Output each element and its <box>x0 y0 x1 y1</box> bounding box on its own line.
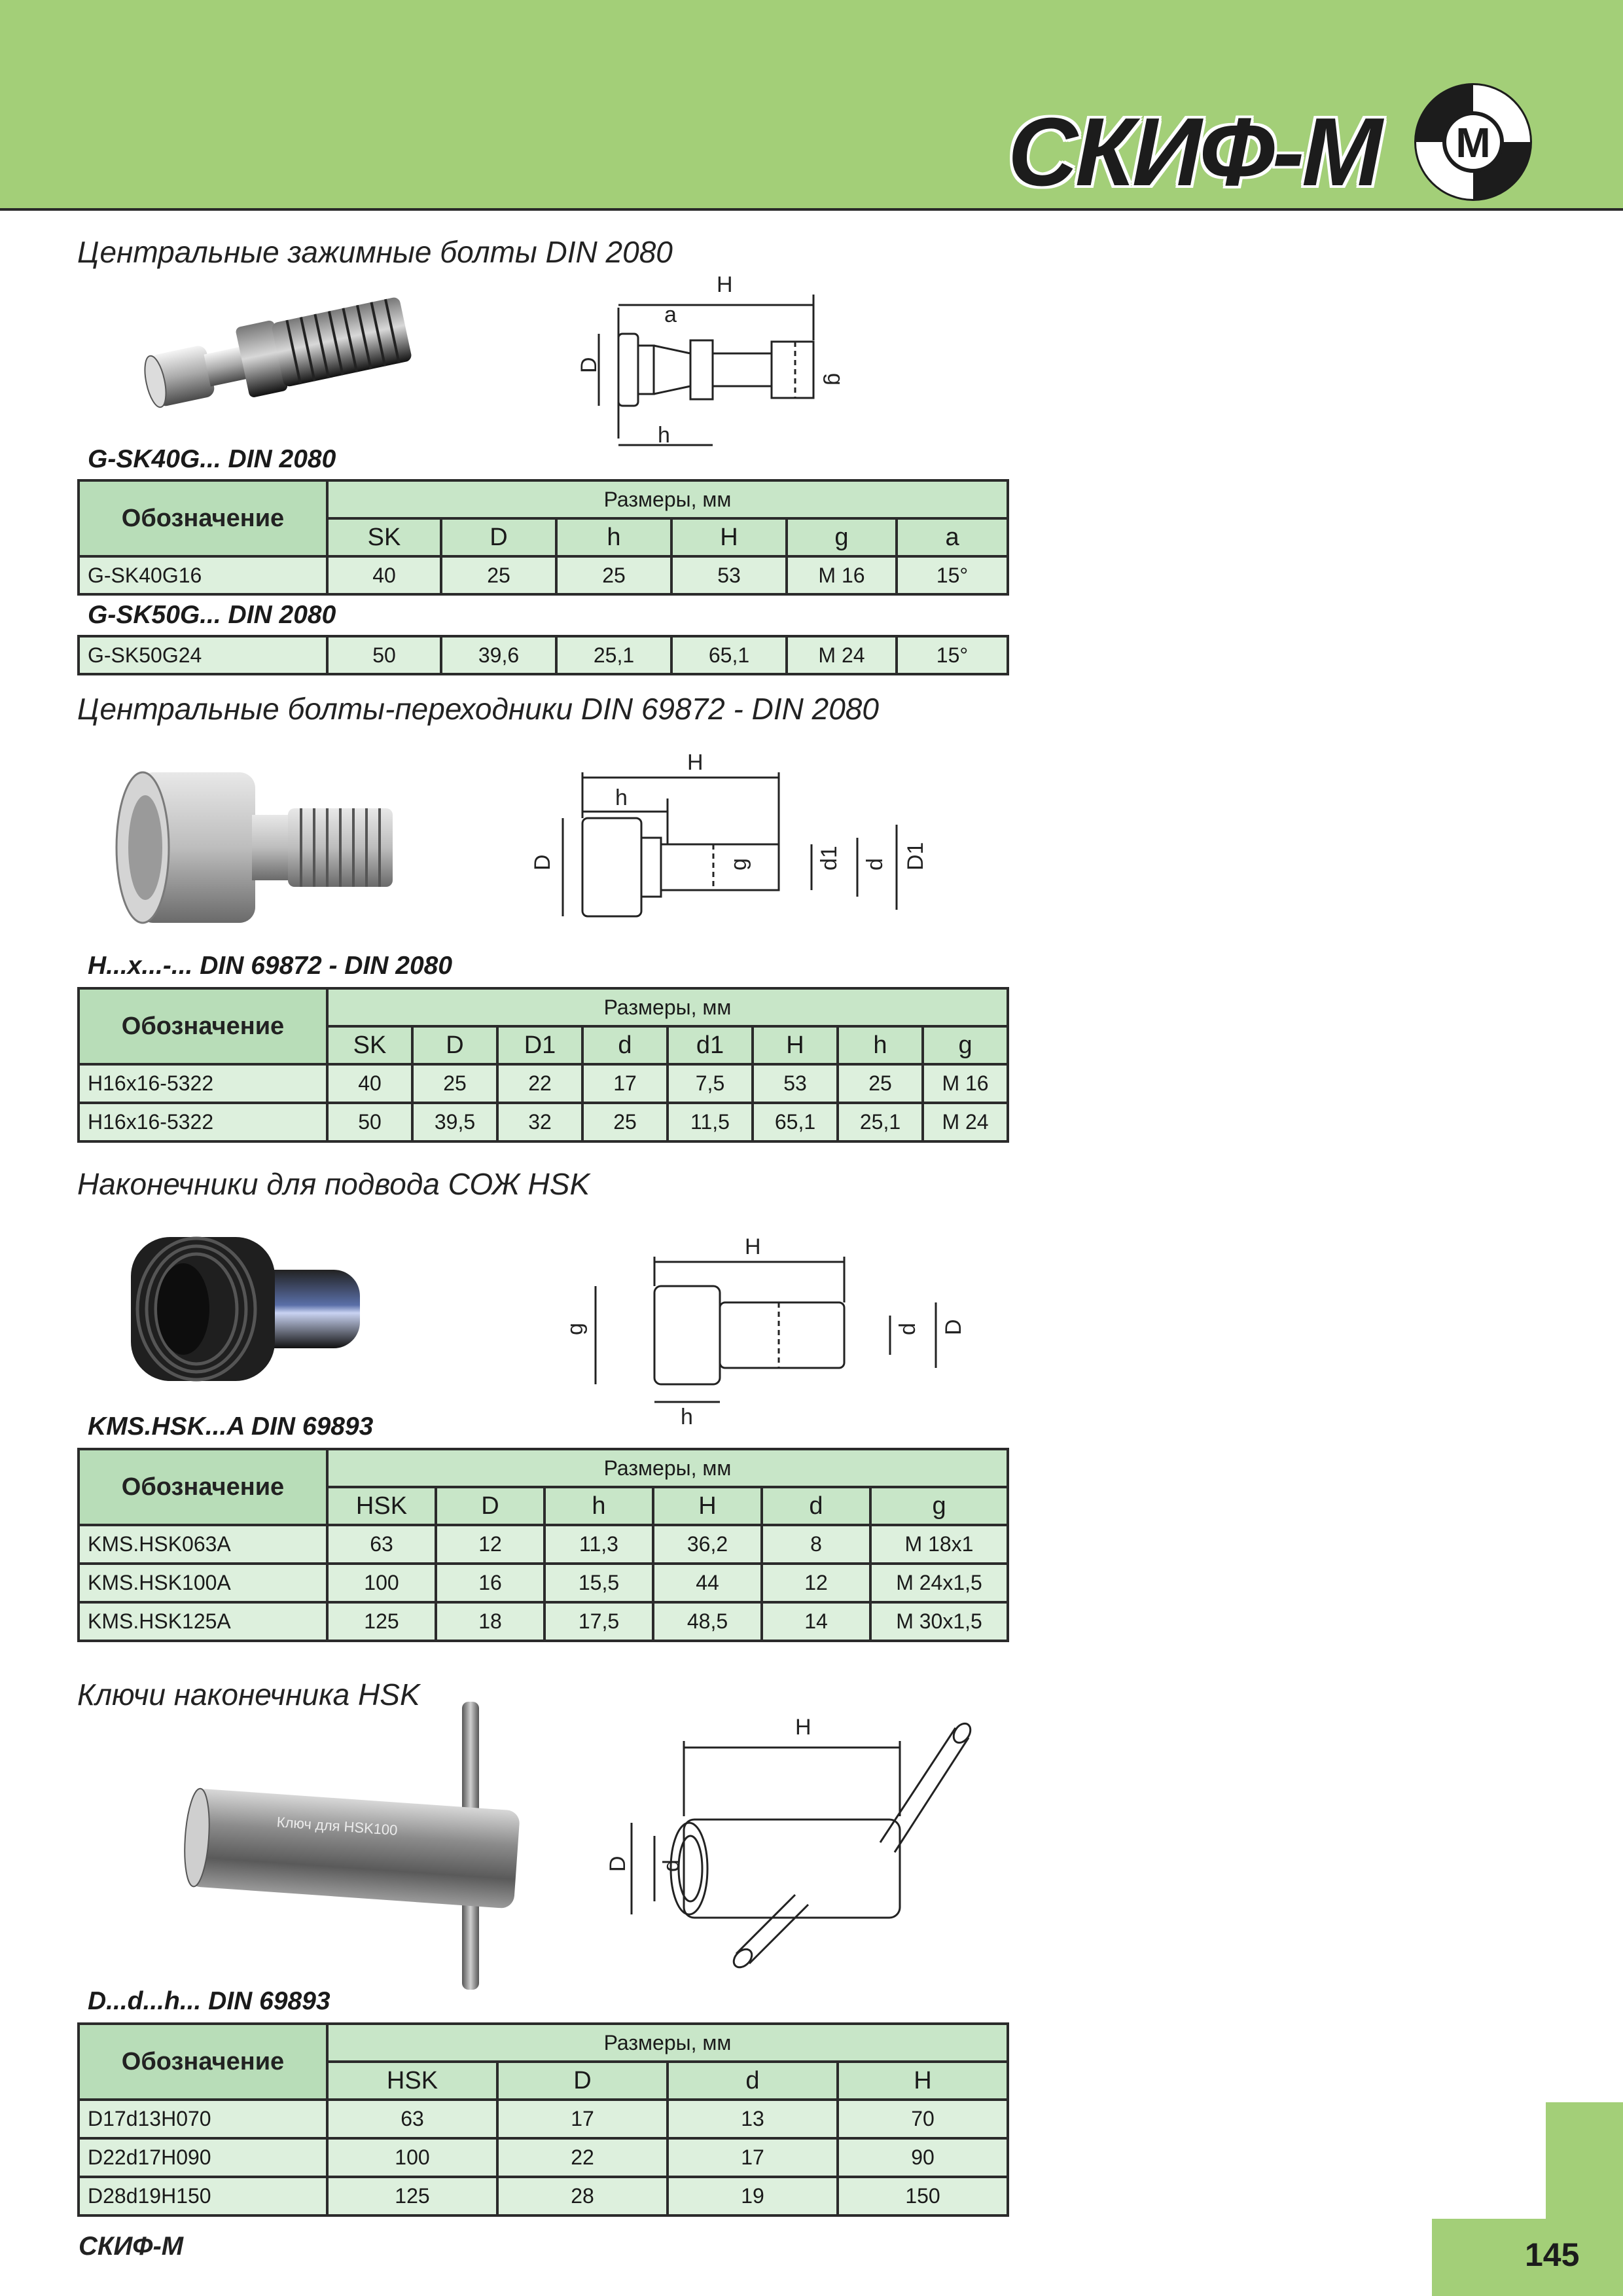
drawing-label-D: D <box>577 357 601 373</box>
col-header: SK <box>327 518 441 556</box>
clamping-bolt-drawing <box>560 268 874 465</box>
hsk-wrench-drawing <box>599 1702 991 1983</box>
col-header: H <box>653 1487 762 1525</box>
table-row: H16x16-5322 50 39,5 32 25 11,5 65,1 25,1 M 24 <box>79 1103 1008 1141</box>
model-label-adapter: H...x...-... DIN 69872 - DIN 2080 <box>88 952 453 980</box>
footer-brand: СКИФ-М <box>79 2232 184 2261</box>
page-header <box>0 0 1623 211</box>
col-header: H <box>753 1026 838 1064</box>
col-header: HSK <box>327 1487 436 1525</box>
drawing-label-d: d <box>895 1323 920 1335</box>
section-title-hsk-wrenches: Ключи наконечника HSK <box>77 1677 420 1712</box>
table-row: G-SK50G24 50 39,6 25,1 65,1 M 24 15° <box>79 636 1008 674</box>
dims-caption: Размеры, мм <box>327 480 1008 518</box>
col-header: h <box>838 1026 923 1064</box>
table-row: H16x16-5322 40 25 22 17 7,5 53 25 M 16 <box>79 1064 1008 1103</box>
col-header: H <box>671 518 787 556</box>
col-header: D <box>412 1026 497 1064</box>
col-header: SK <box>327 1026 412 1064</box>
drawing-label-d1: d1 <box>817 846 842 870</box>
designation-header: Обозначение <box>79 2024 327 2100</box>
designation-header: Обозначение <box>79 480 327 556</box>
drawing-label-h: h <box>615 785 628 810</box>
clamping-bolt-photo <box>137 281 445 432</box>
drawing-label-g: g <box>823 373 847 386</box>
model-label-kms: KMS.HSK...A DIN 69893 <box>88 1412 374 1441</box>
table-gsk50 <box>77 635 1009 675</box>
table-coolant-tips <box>77 1448 1009 1642</box>
model-label-wrench: D...d...h... DIN 69893 <box>88 1987 330 2015</box>
designation-header: Обозначение <box>79 988 327 1064</box>
table-row: KMS.HSK125A 125 18 17,5 48,5 14 M 30x1,5 <box>79 1602 1008 1641</box>
dims-caption: Размеры, мм <box>327 2024 1008 2062</box>
designation-header: Обозначение <box>79 1449 327 1525</box>
drawing-label-H: H <box>745 1234 761 1259</box>
logo-emblem-icon <box>1411 80 1535 204</box>
coolant-tip-photo <box>111 1224 373 1394</box>
drawing-label-D: D <box>530 854 555 870</box>
col-header: D1 <box>497 1026 582 1064</box>
logo-text: СКИФ-М <box>1008 98 1380 206</box>
drawing-label-H: H <box>687 750 704 775</box>
dims-caption: Размеры, мм <box>327 1449 1008 1487</box>
table-adapter-bolts <box>77 987 1009 1143</box>
col-header: g <box>870 1487 1008 1525</box>
col-header: D <box>436 1487 544 1525</box>
drawing-label-H: H <box>717 272 733 297</box>
section-title-clamping-bolts: Центральные зажимные болты DIN 2080 <box>77 235 673 269</box>
drawing-label-D: D <box>941 1319 966 1335</box>
col-header: d <box>668 2062 838 2100</box>
col-header: d <box>762 1487 870 1525</box>
drawing-label-D: D <box>605 1856 630 1872</box>
drawing-label-g: g <box>563 1323 588 1335</box>
section-title-adapter-bolts: Центральные болты-переходники DIN 69872 - DIN 2080 <box>77 692 879 726</box>
coolant-tip-drawing <box>563 1230 982 1427</box>
col-header: H <box>838 2062 1008 2100</box>
table-row: KMS.HSK100A 100 16 15,5 44 12 M 24x1,5 <box>79 1564 1008 1602</box>
table-row: D28d19H150 125 28 19 150 <box>79 2177 1008 2215</box>
drawing-label-h: h <box>681 1405 693 1427</box>
table-gsk40 <box>77 479 1009 596</box>
section-title-coolant-tips: Наконечники для подвода СОЖ HSK <box>77 1167 590 1201</box>
model-label-gsk50: G-SK50G... DIN 2080 <box>88 601 336 629</box>
col-header: HSK <box>327 2062 497 2100</box>
drawing-label-d: d <box>863 858 887 870</box>
col-header: a <box>897 518 1008 556</box>
drawing-label-h: h <box>658 423 670 448</box>
page-number: 145 <box>1525 2236 1580 2273</box>
col-header: h <box>544 1487 653 1525</box>
col-header: g <box>923 1026 1008 1064</box>
drawing-label-D1: D1 <box>903 842 928 870</box>
drawing-label-H: H <box>795 1715 812 1740</box>
adapter-bolt-drawing <box>517 746 962 956</box>
model-label-gsk40: G-SK40G... DIN 2080 <box>88 445 336 473</box>
table-hsk-wrenches <box>77 2022 1009 2217</box>
col-header: d <box>582 1026 668 1064</box>
drawing-label-d: d <box>659 1859 684 1872</box>
table-row: G-SK40G16 40 25 25 53 M 16 15° <box>79 556 1008 594</box>
table-row: D17d13H070 63 17 13 70 <box>79 2100 1008 2138</box>
table-row: KMS.HSK063A 63 12 11,3 36,2 8 M 18x1 <box>79 1525 1008 1564</box>
wrench-engraving: Ключ для HSK100 <box>276 1814 399 1839</box>
hsk-wrench-photo <box>177 1689 556 2003</box>
dims-caption: Размеры, мм <box>327 988 1008 1026</box>
drawing-label-g: g <box>726 858 751 870</box>
col-header: d1 <box>668 1026 753 1064</box>
table-row: D22d17H090 100 22 17 90 <box>79 2138 1008 2177</box>
col-header: g <box>787 518 897 556</box>
brand-logo <box>1008 79 1544 209</box>
emblem-letter: М <box>1455 119 1491 166</box>
col-header: D <box>497 2062 668 2100</box>
col-header: D <box>441 518 556 556</box>
drawing-label-a: a <box>664 302 677 327</box>
col-header: h <box>556 518 671 556</box>
adapter-bolt-photo <box>111 759 406 936</box>
page-tab-decoration <box>1546 2102 1623 2219</box>
